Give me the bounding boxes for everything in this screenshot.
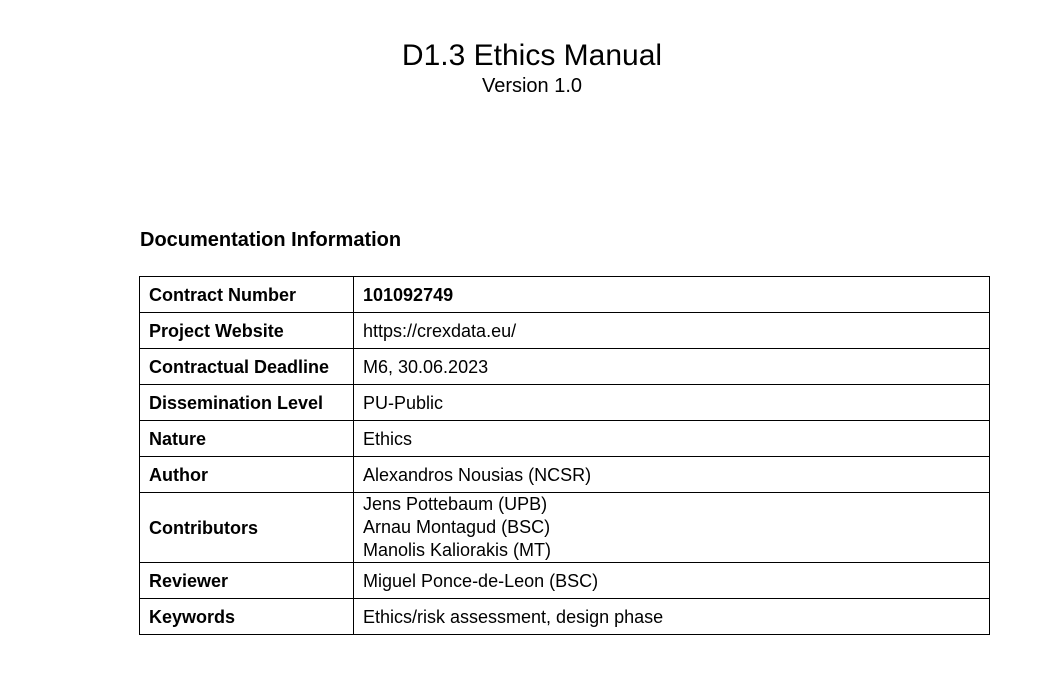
contributor-name: Jens Pottebaum (UPB) — [363, 494, 548, 514]
row-label: Project Website — [140, 313, 354, 349]
row-value: Ethics — [354, 421, 990, 457]
table-row-contract-number — [140, 277, 990, 313]
row-label: Author — [140, 457, 354, 493]
project-website-link[interactable]: https://crexdata.eu/ — [354, 313, 990, 349]
row-label: Nature — [140, 421, 354, 457]
contributor-name: Arnau Montagud (BSC) — [363, 517, 551, 537]
table-row-contractual-deadline — [140, 349, 990, 385]
row-value — [354, 493, 990, 563]
row-label: Contract Number — [140, 277, 354, 313]
table-row-contributors — [140, 493, 990, 563]
document-version: Version 1.0 — [481, 75, 583, 97]
documentation-info-table — [139, 276, 990, 635]
row-label: Reviewer — [140, 563, 354, 599]
row-value: Alexandros Nousias (NCSR) — [354, 457, 990, 493]
contributor-name: Manolis Kaliorakis (MT) — [363, 540, 552, 560]
row-value: M6, 30.06.2023 — [354, 349, 990, 385]
table-row-project-website — [140, 313, 990, 349]
table-row-reviewer — [140, 563, 990, 599]
row-value: Miguel Ponce-de-Leon (BSC) — [354, 563, 990, 599]
row-label: Contractual Deadline — [140, 349, 354, 385]
row-label: Contributors — [140, 493, 354, 563]
row-value: PU-Public — [354, 385, 990, 421]
row-value: Ethics/risk assessment, design phase — [354, 599, 990, 635]
row-value: 101092749 — [354, 277, 990, 313]
table-row-author — [140, 457, 990, 493]
table-row-nature — [140, 421, 990, 457]
document-title: D1.3 Ethics Manual — [401, 39, 663, 72]
row-label: Keywords — [140, 599, 354, 635]
table-row-dissemination-level — [140, 385, 990, 421]
table-row-keywords — [140, 599, 990, 635]
section-heading: Documentation Information — [140, 229, 402, 251]
title-block — [0, 38, 1058, 98]
row-label: Dissemination Level — [140, 385, 354, 421]
